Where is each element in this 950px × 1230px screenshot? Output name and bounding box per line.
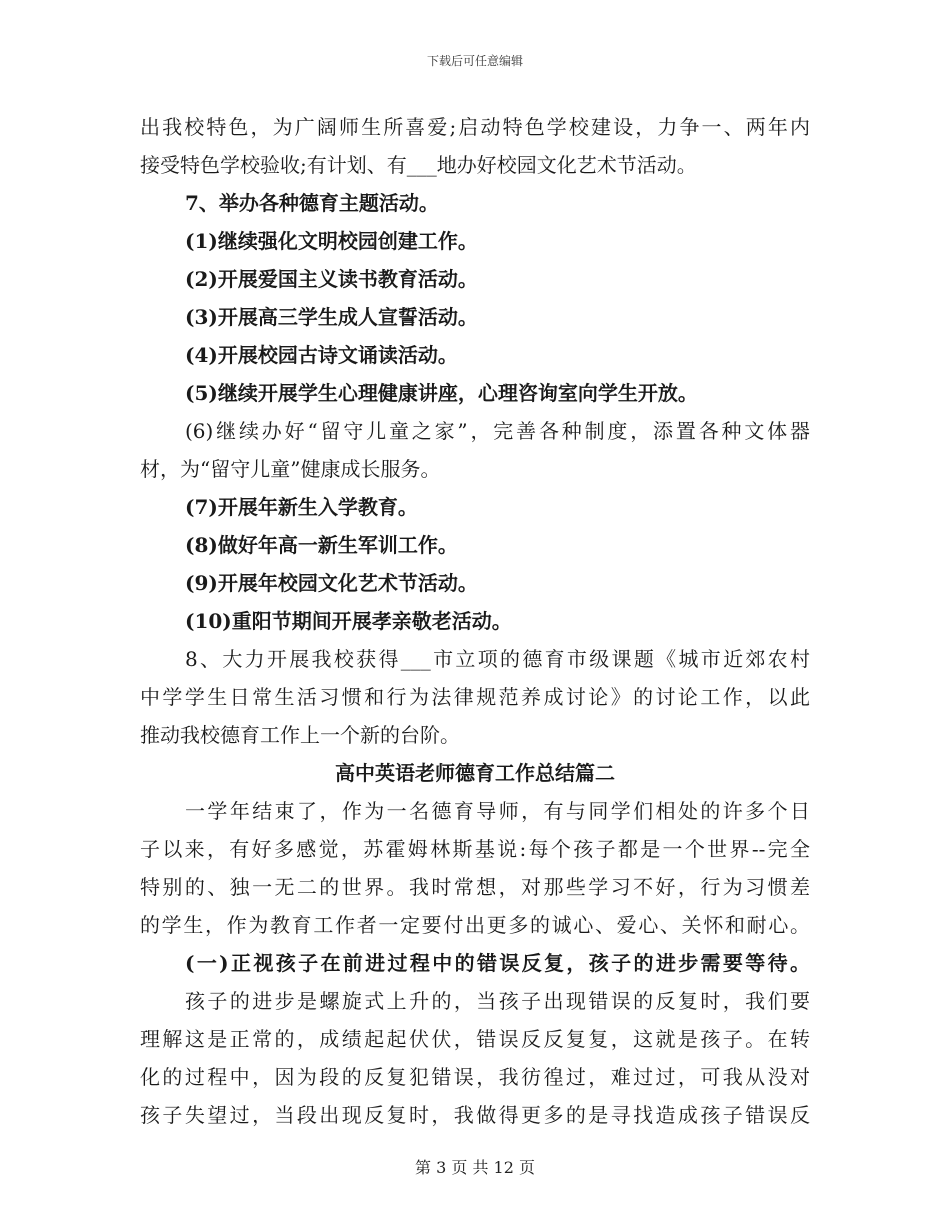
section-heading: (一)正视孩子在前进过程中的错误反复，孩子的进步需要等待。 bbox=[185, 951, 810, 975]
paragraph-line: 孩子失望过，当段出现反复时，我做得更多的是寻找造成孩子错误反 bbox=[140, 1103, 810, 1127]
paragraph-line: 理解这是正常的，成绩起起伏伏，错误反反复复，这就是孩子。在转 bbox=[140, 1027, 810, 1051]
list-item: (7)开展年新生入学教育。 bbox=[185, 495, 418, 519]
section-heading: 7、举办各种德育主题活动。 bbox=[185, 191, 439, 215]
list-item: (8)做好年高一新生军训工作。 bbox=[185, 533, 458, 557]
paragraph-line: 特别的、独一无二的世界。我时常想，对那些学习不好，行为习惯差 bbox=[140, 875, 810, 899]
section-title: 高中英语老师德育工作总结篇二 bbox=[335, 761, 615, 785]
paragraph-line: 孩子的进步是螺旋式上升的，当孩子出现错误的反复时，我们要 bbox=[185, 989, 810, 1013]
paragraph-line: 化的过程中，因为段的反复犯错误，我彷徨过，难过过，可我从没对 bbox=[140, 1065, 810, 1089]
paragraph-line: 接受特色学校验收;有计划、有___地办好校园文化艺术节活动。 bbox=[140, 153, 697, 177]
paragraph-line: 出我校特色，为广阔师生所喜爱;启动特色学校建设，力争一、两年内 bbox=[140, 115, 810, 139]
list-item: (6)继续办好“留守儿童之家”，完善各种制度，添置各种文体器 bbox=[185, 419, 810, 443]
list-item: (1)继续强化文明校园创建工作。 bbox=[185, 229, 478, 253]
paragraph-line: 中学学生日常生活习惯和行为法律规范养成讨论》的讨论工作，以此 bbox=[140, 685, 810, 709]
list-item: (5)继续开展学生心理健康讲座，心理咨询室向学生开放。 bbox=[185, 381, 698, 405]
page-header: 下载后可任意编辑 bbox=[426, 54, 523, 68]
paragraph-line: 材，为“留守儿童”健康成长服务。 bbox=[140, 457, 441, 481]
list-item: (4)开展校园古诗文诵读活动。 bbox=[185, 343, 458, 367]
list-item: (10)重阳节期间开展孝亲敬老活动。 bbox=[185, 609, 512, 633]
list-item: (9)开展年校园文化艺术节活动。 bbox=[185, 571, 478, 595]
paragraph-line: 推动我校德育工作上一个新的台阶。 bbox=[140, 723, 460, 747]
list-item: (3)开展高三学生成人宣誓活动。 bbox=[185, 305, 478, 329]
paragraph-line: 子以来，有好多感觉，苏霍姆林斯基说:每个孩子都是一个世界--完全 bbox=[140, 837, 810, 861]
list-item: (2)开展爱国主义读书教育活动。 bbox=[185, 267, 478, 291]
document-body bbox=[140, 108, 810, 1134]
page-number: 第 3 页 共 12 页 bbox=[415, 1158, 535, 1177]
paragraph-line: 8、大力开展我校获得___市立项的德育市级课题《城市近郊农村 bbox=[185, 647, 810, 671]
paragraph-line: 一学年结束了，作为一名德育导师，有与同学们相处的许多个日 bbox=[185, 799, 810, 823]
paragraph-line: 的学生，作为教育工作者一定要付出更多的诚心、爱心、关怀和耐心。 bbox=[140, 913, 810, 937]
